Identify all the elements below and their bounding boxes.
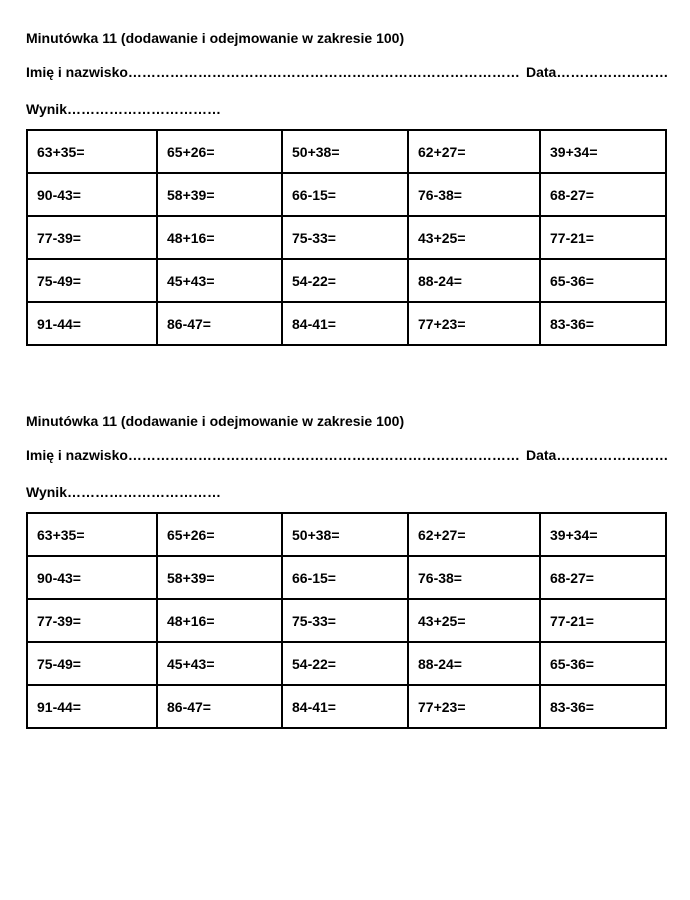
exercise-cell: 54-22=: [282, 259, 408, 302]
exercise-cell: 75-49=: [27, 259, 157, 302]
name-field-label: Imię i nazwisko…………………………………………………………………………: [26, 64, 520, 80]
exercise-cell: 90-43=: [27, 556, 157, 599]
exercise-cell: 39+34=: [540, 130, 666, 173]
exercise-cell: 76-38=: [408, 556, 540, 599]
exercise-cell: 58+39=: [157, 173, 282, 216]
exercise-cell: 91-44=: [27, 685, 157, 728]
score-field-label: Wynik……………………………: [26, 101, 221, 117]
table-row: [27, 513, 666, 556]
exercise-cell: 54-22=: [282, 642, 408, 685]
exercise-cell: 90-43=: [27, 173, 157, 216]
table-row: [27, 216, 666, 259]
exercise-cell: 77-39=: [27, 216, 157, 259]
exercise-cell: 75-49=: [27, 642, 157, 685]
table-row: [27, 130, 666, 173]
exercise-cell: 75-33=: [282, 599, 408, 642]
exercise-cell: 91-44=: [27, 302, 157, 345]
exercise-cell: 84-41=: [282, 685, 408, 728]
worksheet-title: Minutówka 11 (dodawanie i odejmowanie w zakresie 100): [26, 30, 405, 46]
exercise-cell: 66-15=: [282, 173, 408, 216]
exercise-cell: 77+23=: [408, 685, 540, 728]
exercise-cell: 48+16=: [157, 599, 282, 642]
exercise-cell: 86-47=: [157, 302, 282, 345]
exercise-cell: 86-47=: [157, 685, 282, 728]
exercise-cell: 83-36=: [540, 685, 666, 728]
exercise-cell: 63+35=: [27, 130, 157, 173]
exercise-cell: 77-21=: [540, 216, 666, 259]
exercise-cell: 45+43=: [157, 642, 282, 685]
worksheet-title: Minutówka 11 (dodawanie i odejmowanie w zakresie 100): [26, 413, 405, 429]
table-row: [27, 599, 666, 642]
exercise-cell: 65-36=: [540, 642, 666, 685]
exercise-cell: 66-15=: [282, 556, 408, 599]
exercise-cell: 88-24=: [408, 259, 540, 302]
table-row: [27, 556, 666, 599]
table-row: [27, 173, 666, 216]
exercise-cell: 77-21=: [540, 599, 666, 642]
date-field-label: Data……………………: [526, 447, 669, 463]
exercise-cell: 48+16=: [157, 216, 282, 259]
exercise-cell: 50+38=: [282, 130, 408, 173]
exercise-cell: 77+23=: [408, 302, 540, 345]
exercise-cell: 63+35=: [27, 513, 157, 556]
exercise-cell: 83-36=: [540, 302, 666, 345]
exercise-cell: 77-39=: [27, 599, 157, 642]
exercise-cell: 84-41=: [282, 302, 408, 345]
table-row: [27, 642, 666, 685]
exercise-cell: 65+26=: [157, 130, 282, 173]
exercise-cell: 62+27=: [408, 513, 540, 556]
table-row: [27, 259, 666, 302]
score-field-label: Wynik……………………………: [26, 484, 221, 500]
name-field-label: Imię i nazwisko…………………………………………………………………………: [26, 447, 520, 463]
exercise-cell: 62+27=: [408, 130, 540, 173]
exercise-cell: 43+25=: [408, 216, 540, 259]
exercise-cell: 65+26=: [157, 513, 282, 556]
exercise-cell: 68-27=: [540, 556, 666, 599]
table-row: [27, 685, 666, 728]
exercise-cell: 76-38=: [408, 173, 540, 216]
exercise-cell: 50+38=: [282, 513, 408, 556]
date-field-label: Data……………………: [526, 64, 669, 80]
exercise-cell: 88-24=: [408, 642, 540, 685]
exercise-cell: 68-27=: [540, 173, 666, 216]
exercise-cell: 39+34=: [540, 513, 666, 556]
exercise-cell: 65-36=: [540, 259, 666, 302]
exercise-cell: 58+39=: [157, 556, 282, 599]
exercise-cell: 75-33=: [282, 216, 408, 259]
table-row: [27, 302, 666, 345]
exercise-table: [26, 512, 667, 729]
exercise-cell: 45+43=: [157, 259, 282, 302]
exercise-table: [26, 129, 667, 346]
exercise-cell: 43+25=: [408, 599, 540, 642]
